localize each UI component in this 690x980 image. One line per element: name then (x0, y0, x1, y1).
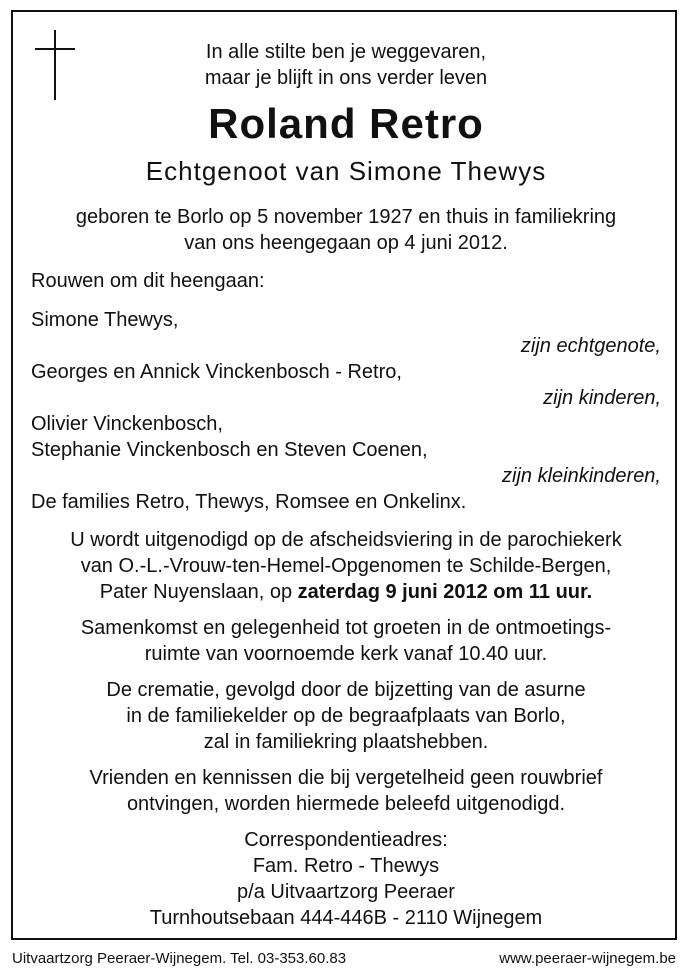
deceased-name: Roland Retro (208, 100, 484, 147)
correspondence-care-of: p/a Uitvaartzorg Peeraer (237, 881, 455, 903)
children-role: zijn kinderen, (543, 387, 661, 409)
footer-website[interactable]: www.peeraer-wijnegem.be (499, 950, 676, 967)
motto-line-2: maar je blijft in ons verder leven (204, 67, 488, 89)
invitation-line-3-prefix: Pater Nuyenslaan, op (99, 581, 298, 603)
children-names: Georges en Annick Vinckenbosch - Retro, (31, 361, 402, 383)
families-line: De families Retro, Thewys, Romsee en Onkelinx. (31, 491, 467, 513)
spouse-line: Echtgenoot van Simone Thewys (145, 156, 547, 186)
grandchildren-line-2: Stephanie Vinckenbosch en Steven Coenen, (31, 439, 428, 461)
spouse-role: zijn echtgenote, (520, 335, 661, 357)
cremation-line-1: De crematie, gevolgd door de bijzetting van de asurne (106, 679, 586, 701)
gathering-line-2: ruimte van voornoemde kerk vanaf 10.40 uur. (144, 643, 548, 665)
motto-line-1: In alle stilte ben je weggevaren, (205, 41, 487, 63)
grandchildren-line-1: Olivier Vinckenbosch, (31, 413, 223, 435)
cremation-line-3: zal in familiekring plaatshebben. (203, 731, 489, 753)
correspondence-address: Turnhoutsebaan 444-446B - 2110 Wijnegem (149, 907, 543, 929)
mourners-intro: Rouwen om dit heengaan: (31, 270, 265, 292)
cremation-line-2: in de familiekelder op de begraafplaats van Borlo, (126, 705, 566, 727)
correspondence-heading: Correspondentieadres: (244, 829, 448, 851)
friends-line-2: ontvingen, worden hiermede beleefd uitgenodigd. (126, 793, 566, 815)
birth-death-line-1: geboren te Borlo op 5 november 1927 en thuis in familiekring (75, 206, 617, 228)
footer-phone: Uitvaartzorg Peeraer-Wijnegem. Tel. 03-353.60.83 (12, 950, 347, 967)
invitation-line-1: U wordt uitgenodigd op de afscheidsviering in de parochiekerk (70, 529, 622, 551)
correspondence-name: Fam. Retro - Thewys (252, 855, 440, 877)
gathering-line-1: Samenkomst en gelegenheid tot groeten in de ontmoetings- (80, 617, 612, 639)
invitation-line-3 (13, 580, 679, 605)
birth-death-line-2: van ons heengegaan op 4 juni 2012. (184, 232, 508, 254)
friends-line-1: Vrienden en kennissen die bij vergetelheid geen rouwbrief (89, 767, 603, 789)
invitation-line-2: van O.-L.-Vrouw-ten-Hemel-Opgenomen te Schilde-Bergen, (80, 555, 612, 577)
ceremony-date: zaterdag 9 juni 2012 om 11 uur. (297, 581, 593, 603)
obituary-card (11, 10, 677, 940)
spouse-name: Simone Thewys, (31, 309, 179, 331)
grandchildren-role: zijn kleinkinderen, (502, 465, 661, 487)
